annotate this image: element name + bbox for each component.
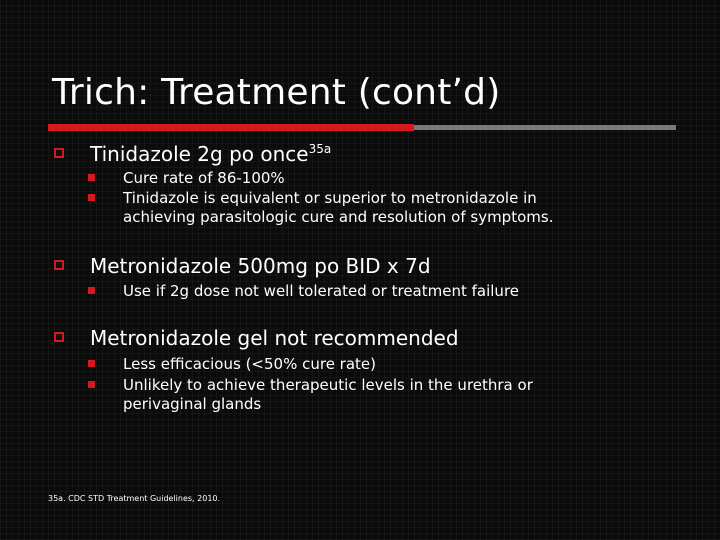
- sub-bullet-text: Less efficacious (<50% cure rate): [123, 355, 377, 373]
- title-underline-red: [48, 124, 414, 131]
- filled-square-bullet-icon: [88, 174, 95, 181]
- hollow-square-bullet-icon: [54, 332, 64, 342]
- filled-square-bullet-icon: [88, 360, 95, 367]
- title-underline-gray: [414, 125, 676, 130]
- sub-bullet-text: Unlikely to achieve therapeutic levels in the urethra or perivaginal glands: [123, 376, 533, 413]
- hollow-square-bullet-icon: [54, 260, 64, 270]
- footnote: 35a. CDC STD Treatment Guidelines, 2010.: [48, 494, 221, 503]
- bullet-text: Metronidazole gel not recommended: [90, 326, 459, 350]
- bullet-text: Metronidazole 500mg po BID x 7d: [90, 254, 431, 278]
- filled-square-bullet-icon: [88, 381, 95, 388]
- sub-bullet-text: Cure rate of 86-100%: [123, 169, 285, 187]
- citation-superscript: 35a: [308, 142, 332, 156]
- filled-square-bullet-icon: [88, 287, 95, 294]
- hollow-square-bullet-icon: [54, 148, 64, 158]
- sub-bullet-text: Use if 2g dose not well tolerated or treatment failure: [123, 282, 520, 300]
- slide-title: Trich: Treatment (cont’d): [52, 72, 501, 113]
- bullet-text: Tinidazole 2g po once: [90, 142, 309, 166]
- filled-square-bullet-icon: [88, 194, 95, 201]
- sub-bullet-text: Tinidazole is equivalent or superior to metronidazole in achieving parasitologic cure and resolution of symptoms.: [123, 189, 554, 226]
